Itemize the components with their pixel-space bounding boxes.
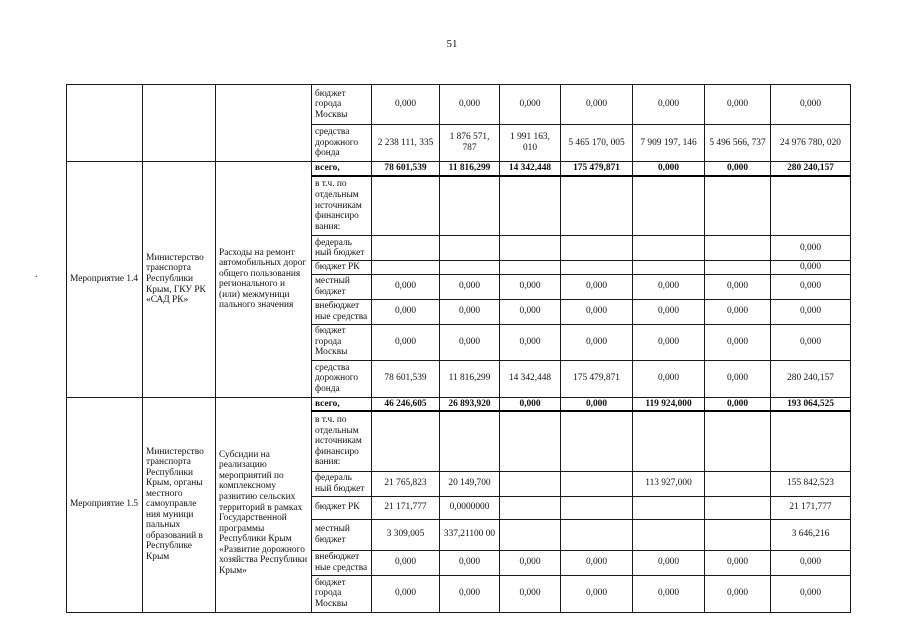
value-cell: 0,000 bbox=[500, 397, 561, 411]
value-cell: 0,000 bbox=[500, 299, 561, 324]
value-cell: 0,000 bbox=[500, 85, 561, 125]
value-cell: 0,000 bbox=[500, 575, 561, 612]
source-cell: местный бюджет bbox=[312, 519, 372, 550]
value-cell: 0,000 bbox=[771, 85, 851, 125]
value-cell bbox=[633, 176, 705, 236]
description-cell: Субсидии на реализацию мероприятий по комплексному развитию сельских территорий в рамках Государственной программы Республики Крым «Развитие дорожного хозяйства Республики Крым» bbox=[216, 397, 312, 612]
value-cell bbox=[500, 411, 561, 471]
value-cell: 0,000 bbox=[500, 550, 561, 575]
value-cell: 0,000 bbox=[705, 397, 771, 411]
value-cell bbox=[705, 496, 771, 519]
value-cell: 24 976 780, 020 bbox=[771, 125, 851, 162]
source-cell: бюджет города Москвы bbox=[312, 575, 372, 612]
value-cell bbox=[705, 411, 771, 471]
source-cell: бюджет РК bbox=[312, 496, 372, 519]
value-cell: 5 465 170, 005 bbox=[561, 125, 633, 162]
value-cell: 0,000 bbox=[633, 299, 705, 324]
value-cell: 11 816,299 bbox=[440, 162, 500, 176]
value-cell: 11 816,299 bbox=[440, 360, 500, 397]
measure-cell: Мероприятие 1.4 bbox=[67, 162, 143, 398]
value-cell bbox=[705, 471, 771, 496]
value-cell bbox=[705, 261, 771, 275]
value-cell: 0,000 bbox=[561, 85, 633, 125]
financing-table bbox=[66, 84, 851, 613]
value-cell bbox=[500, 261, 561, 275]
value-cell: 0,000 bbox=[561, 550, 633, 575]
value-cell: 0,000 bbox=[705, 162, 771, 176]
value-cell: 0,000 bbox=[372, 575, 440, 612]
measure-cell: Мероприятие 1.5 bbox=[67, 397, 143, 612]
value-cell bbox=[771, 411, 851, 471]
value-cell: 21 765,823 bbox=[372, 471, 440, 496]
value-cell: 26 893,920 bbox=[440, 397, 500, 411]
value-cell: 0,000 bbox=[705, 324, 771, 360]
value-cell bbox=[500, 471, 561, 496]
value-cell bbox=[372, 236, 440, 261]
value-cell: 0,000 bbox=[771, 236, 851, 261]
value-cell: 0,000 bbox=[771, 550, 851, 575]
value-cell: 46 246,605 bbox=[372, 397, 440, 411]
value-cell: 0,000 bbox=[633, 274, 705, 299]
value-cell: 0,000 bbox=[633, 85, 705, 125]
value-cell bbox=[372, 176, 440, 236]
value-cell: 337,21100 00 bbox=[440, 519, 500, 550]
value-cell: 175 479,871 bbox=[561, 162, 633, 176]
value-cell bbox=[633, 519, 705, 550]
value-cell: 0,000 bbox=[705, 575, 771, 612]
source-cell: в т.ч. по отдельным источникам финансиро вания: bbox=[312, 176, 372, 236]
value-cell: 2 238 111, 335 bbox=[372, 125, 440, 162]
value-cell bbox=[561, 519, 633, 550]
value-cell bbox=[561, 261, 633, 275]
value-cell: 1 991 163, 010 bbox=[500, 125, 561, 162]
source-cell: местный бюджет bbox=[312, 274, 372, 299]
table-row-total bbox=[67, 162, 851, 176]
value-cell: 7 909 197, 146 bbox=[633, 125, 705, 162]
value-cell: 14 342,448 bbox=[500, 360, 561, 397]
source-cell: федераль ный бюджет bbox=[312, 471, 372, 496]
value-cell: 0,000 bbox=[771, 261, 851, 275]
value-cell: 0,000 bbox=[771, 575, 851, 612]
value-cell: 0,000 bbox=[633, 162, 705, 176]
total-label-cell: всего, bbox=[312, 162, 372, 176]
page-number: 51 bbox=[446, 38, 458, 50]
value-cell: 0,000 bbox=[705, 274, 771, 299]
value-cell: 21 171,777 bbox=[771, 496, 851, 519]
value-cell bbox=[633, 496, 705, 519]
source-cell: бюджет РК bbox=[312, 261, 372, 275]
margin-mark: . bbox=[35, 269, 38, 280]
source-cell: в т.ч. по отдельным источникам финансиро вания: bbox=[312, 411, 372, 471]
value-cell: 1 876 571, 787 bbox=[440, 125, 500, 162]
value-cell: 78 601,539 bbox=[372, 360, 440, 397]
value-cell bbox=[440, 261, 500, 275]
description-cell: Расходы на ремонт автомобильных дорог общего пользования регионального и (или) межмуници пального значения bbox=[216, 162, 312, 398]
value-cell: 0,000 bbox=[372, 274, 440, 299]
table-row-total bbox=[67, 397, 851, 411]
value-cell bbox=[561, 496, 633, 519]
value-cell bbox=[633, 236, 705, 261]
value-cell bbox=[561, 236, 633, 261]
value-cell bbox=[633, 411, 705, 471]
value-cell: 175 479,871 bbox=[561, 360, 633, 397]
measure-cell bbox=[67, 85, 143, 162]
source-cell: внебюджет ные средства bbox=[312, 550, 372, 575]
value-cell bbox=[633, 261, 705, 275]
value-cell: 119 924,000 bbox=[633, 397, 705, 411]
value-cell: 0,000 bbox=[372, 550, 440, 575]
value-cell bbox=[500, 519, 561, 550]
value-cell bbox=[705, 176, 771, 236]
value-cell bbox=[500, 236, 561, 261]
value-cell: 0,000 bbox=[561, 274, 633, 299]
value-cell: 0,000 bbox=[440, 575, 500, 612]
value-cell: 280 240,157 bbox=[771, 360, 851, 397]
value-cell: 0,000 bbox=[705, 299, 771, 324]
value-cell: 0,000 bbox=[633, 360, 705, 397]
value-cell bbox=[500, 176, 561, 236]
value-cell bbox=[705, 236, 771, 261]
value-cell: 5 496 566, 737 bbox=[705, 125, 771, 162]
value-cell: 0,000 bbox=[372, 324, 440, 360]
value-cell bbox=[440, 411, 500, 471]
value-cell: 0,000 bbox=[705, 550, 771, 575]
financing-table-body bbox=[67, 85, 851, 613]
value-cell bbox=[705, 519, 771, 550]
value-cell: 0,000 bbox=[440, 550, 500, 575]
value-cell: 0,000 bbox=[771, 274, 851, 299]
value-cell: 21 171,777 bbox=[372, 496, 440, 519]
value-cell: 0,000 bbox=[633, 550, 705, 575]
value-cell: 0,000 bbox=[705, 85, 771, 125]
value-cell: 3 646,216 bbox=[771, 519, 851, 550]
value-cell: 0,000 bbox=[500, 324, 561, 360]
value-cell bbox=[561, 411, 633, 471]
value-cell: 14 342,448 bbox=[500, 162, 561, 176]
value-cell: 0,0000000 bbox=[440, 496, 500, 519]
table-row bbox=[67, 85, 851, 125]
source-cell: бюджет города Москвы bbox=[312, 85, 372, 125]
source-cell: бюджет города Москвы bbox=[312, 324, 372, 360]
value-cell: 0,000 bbox=[633, 575, 705, 612]
value-cell: 0,000 bbox=[771, 299, 851, 324]
total-label-cell: всего, bbox=[312, 397, 372, 411]
value-cell: 0,000 bbox=[561, 299, 633, 324]
value-cell: 280 240,157 bbox=[771, 162, 851, 176]
value-cell bbox=[561, 176, 633, 236]
executor-cell: Министерство транспорта Республики Крым, органы местного самоуправле ния муници пальных образований в Республике Крым bbox=[143, 397, 216, 612]
value-cell bbox=[561, 471, 633, 496]
value-cell: 0,000 bbox=[500, 274, 561, 299]
executor-cell: Министерство транспорта Республики Крым, ГКУ РК «САД РК» bbox=[143, 162, 216, 398]
value-cell: 0,000 bbox=[633, 324, 705, 360]
source-cell: средства дорожного фонда bbox=[312, 360, 372, 397]
value-cell: 0,000 bbox=[372, 299, 440, 324]
source-cell: средства дорожного фонда bbox=[312, 125, 372, 162]
value-cell bbox=[440, 236, 500, 261]
value-cell: 155 842,523 bbox=[771, 471, 851, 496]
value-cell: 0,000 bbox=[561, 397, 633, 411]
value-cell bbox=[372, 261, 440, 275]
value-cell: 0,000 bbox=[440, 85, 500, 125]
source-cell: федераль ный бюджет bbox=[312, 236, 372, 261]
value-cell: 113 927,000 bbox=[633, 471, 705, 496]
value-cell: 78 601,539 bbox=[372, 162, 440, 176]
value-cell: 20 149,700 bbox=[440, 471, 500, 496]
value-cell: 0,000 bbox=[440, 324, 500, 360]
value-cell bbox=[500, 496, 561, 519]
value-cell: 0,000 bbox=[372, 85, 440, 125]
description-cell bbox=[216, 85, 312, 162]
executor-cell bbox=[143, 85, 216, 162]
value-cell bbox=[372, 411, 440, 471]
value-cell: 0,000 bbox=[440, 274, 500, 299]
source-cell: внебюджет ные средства bbox=[312, 299, 372, 324]
value-cell: 0,000 bbox=[771, 324, 851, 360]
value-cell bbox=[771, 176, 851, 236]
value-cell bbox=[440, 176, 500, 236]
value-cell: 0,000 bbox=[561, 575, 633, 612]
value-cell: 3 309,005 bbox=[372, 519, 440, 550]
value-cell: 0,000 bbox=[561, 324, 633, 360]
value-cell: 0,000 bbox=[440, 299, 500, 324]
value-cell: 0,000 bbox=[705, 360, 771, 397]
value-cell: 193 064,525 bbox=[771, 397, 851, 411]
